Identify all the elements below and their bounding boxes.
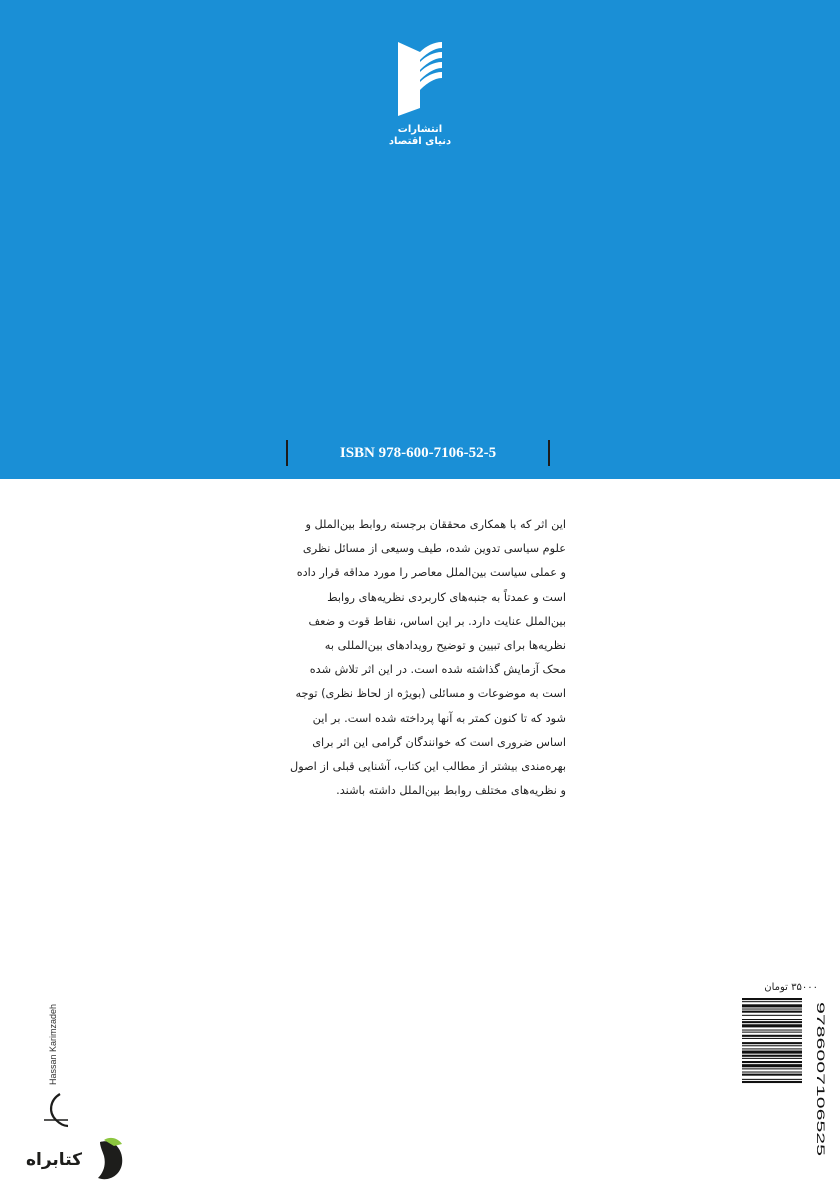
barcode-bar — [742, 1019, 802, 1020]
blurb-line: محک آزمایش گذاشته شده است. در این اثر تلاش شده — [309, 663, 566, 677]
barcode-bar — [742, 1001, 802, 1002]
publisher-name-line1: انتشارات — [397, 124, 443, 135]
designer-signature-icon — [38, 1090, 74, 1130]
barcode-bar — [742, 1004, 802, 1007]
barcode-bar — [742, 1074, 802, 1076]
barcode-bar — [742, 998, 802, 1000]
blurb-line: است و عمدتاً به جنبه‌های کاربردی نظریه‌های روابط — [327, 590, 566, 604]
blurb-line: است به موضوعات و مسائلی (بویژه از لحاظ نظری) توجه — [295, 687, 566, 701]
publisher-name-line2: دنیای اقتصاد — [388, 136, 452, 147]
barcode-bar — [742, 1061, 802, 1063]
blurb-line: شود که تا کنون کمتر به آنها پرداخته شده است. بر این — [312, 711, 566, 725]
isbn-text: ISBN 978-600-7106-52-5 — [339, 445, 497, 461]
ketabrah-watermark-text: کتابراه — [25, 1150, 83, 1170]
blurb-line: اساس ضروری است که خوانندگان گرامی این اثر برای — [312, 735, 566, 749]
isbn-box — [286, 440, 550, 466]
barcode-bar — [742, 1051, 802, 1054]
blurb-line: و نظریه‌های مختلف روابط بین‌الملل داشته باشند. — [336, 784, 566, 798]
blurb-line: علوم سیاسی تدوین شده، طیف وسیعی از مسائل نظری — [302, 542, 566, 556]
barcode-digits: 9786007106525 — [814, 1002, 826, 1082]
barcode-bar — [742, 1079, 802, 1080]
barcode-bar — [742, 1021, 802, 1023]
blurb-line: بین‌الملل عنایت دارد. بر این اساس، نقاط قوت و ضعف — [308, 614, 566, 628]
barcode-bar — [742, 1015, 802, 1016]
blurb-line: این اثر که با همکاری محققان برجسته روابط بین‌الملل و — [305, 518, 566, 531]
designer-credit: Hassan Karimzadeh — [48, 1003, 58, 1085]
barcode-bar — [742, 1068, 802, 1069]
barcode-bar — [742, 1024, 802, 1027]
barcode-bar — [742, 1048, 802, 1049]
barcode-bar — [742, 1055, 802, 1057]
barcode-bar — [742, 1038, 802, 1039]
blurb-line: و عملی سیاست بین‌الملل معاصر را مورد مداقه قرار داده — [296, 566, 566, 580]
barcode — [742, 998, 826, 1160]
barcode-bar — [742, 1032, 802, 1033]
publisher-name — [370, 124, 470, 148]
blurb-line: نظریه‌ها برای تبیین و توضیح رویدادهای بین‌المللی به — [324, 639, 566, 653]
barcode-bar — [742, 1081, 802, 1083]
barcode-bar — [742, 1011, 802, 1013]
barcode-bar — [742, 1064, 802, 1067]
barcode-bar — [742, 1035, 802, 1037]
barcode-bar — [742, 1030, 802, 1031]
back-cover-blurb — [280, 513, 566, 803]
barcode-bar — [742, 1042, 802, 1044]
barcode-bar — [742, 1045, 802, 1046]
barcode-bar — [742, 1072, 802, 1073]
open-book-icon — [390, 38, 450, 116]
price-label: ۳۵۰۰۰ تومان — [764, 982, 818, 993]
barcode-bar — [742, 1058, 802, 1059]
blurb-line: بهره‌مندی بیشتر از مطالب این کتاب، آشنایی قبلی از اصول — [290, 760, 566, 774]
barcode-bar — [742, 1009, 802, 1010]
